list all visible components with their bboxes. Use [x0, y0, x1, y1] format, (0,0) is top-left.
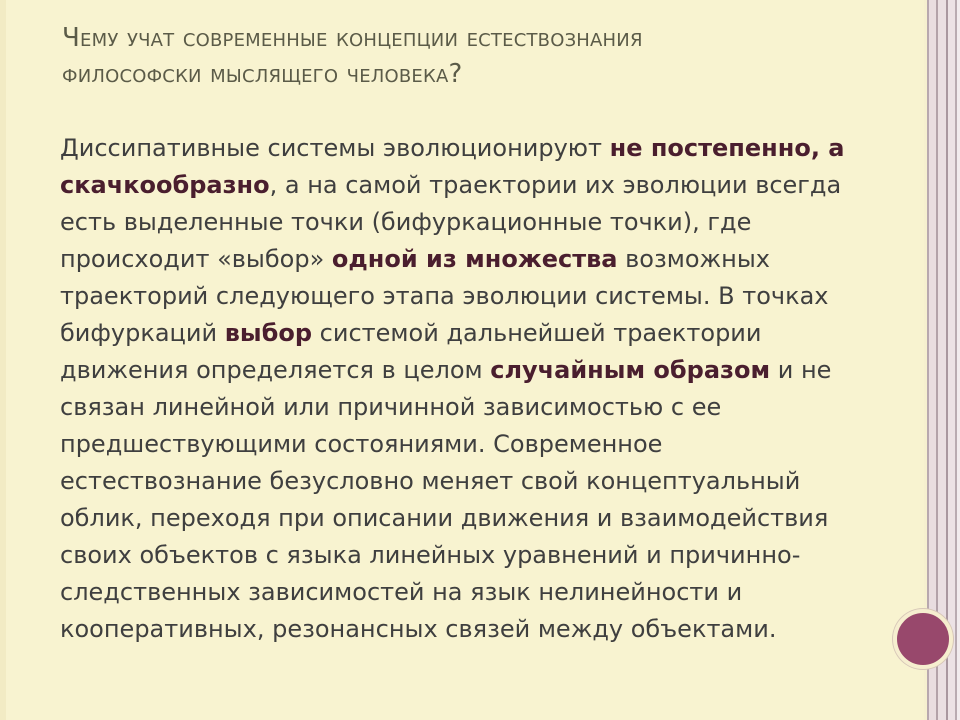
- body-text: облик, переходя при описании движения и взаимодействия: [60, 504, 829, 532]
- body-line-10: [60, 463, 895, 500]
- body-line-11: [60, 500, 895, 537]
- body-text: естествознание безусловно меняет свой концептуальный: [60, 467, 801, 495]
- body-line-6: [60, 315, 895, 352]
- body-line-5: [60, 278, 895, 315]
- slide-title-line-1: Чему учат современные концепции естествознания: [62, 23, 643, 53]
- body-line-3: [60, 204, 895, 241]
- emphasis-text: случайным образом: [490, 356, 771, 384]
- accent-circle: [893, 609, 953, 669]
- body-line-1: [60, 130, 895, 167]
- body-line-2: [60, 167, 895, 204]
- body-text: Диссипативные системы эволюционируют: [60, 134, 610, 162]
- slide-body: [60, 130, 895, 648]
- left-edge-decoration: [0, 0, 6, 720]
- body-line-12: [60, 537, 895, 574]
- body-line-8: [60, 389, 895, 426]
- body-text: своих объектов с языка линейных уравнений и причинно-: [60, 541, 801, 569]
- emphasis-text: выбор: [224, 319, 313, 347]
- body-text: следственных зависимостей на язык нелинейности и: [60, 578, 743, 606]
- body-line-9: [60, 426, 895, 463]
- body-text: происходит «выбор»: [60, 245, 332, 273]
- body-text: движения определяется в целом: [60, 356, 491, 384]
- body-text: , а на самой траектории их эволюции всегда: [269, 171, 842, 199]
- emphasis-text: не постепенно, а: [609, 134, 845, 162]
- body-line-4: [60, 241, 895, 278]
- body-text: системой дальнейшей траектории: [312, 319, 762, 347]
- body-text: предшествующими состояниями. Современное: [60, 430, 663, 458]
- body-text: кооперативных, резонансных связей между объектами.: [60, 615, 777, 643]
- slide-title: [62, 20, 892, 92]
- body-line-14: [60, 611, 895, 648]
- body-text: бифуркаций: [60, 319, 225, 347]
- emphasis-text: одной из множества: [331, 245, 618, 273]
- body-text: связан линейной или причинной зависимостью с ее: [60, 393, 722, 421]
- body-line-7: [60, 352, 895, 389]
- emphasis-text: скачкообразно: [60, 171, 270, 199]
- body-text: траекторий следующего этапа эволюции системы. В точках: [60, 282, 829, 310]
- body-text: есть выделенные точки (бифуркационные точки), где: [60, 208, 752, 236]
- body-text: и не: [770, 356, 832, 384]
- slide-title-line-2: философски мыслящего человека?: [62, 59, 463, 89]
- body-line-13: [60, 574, 895, 611]
- body-text: возможных: [617, 245, 770, 273]
